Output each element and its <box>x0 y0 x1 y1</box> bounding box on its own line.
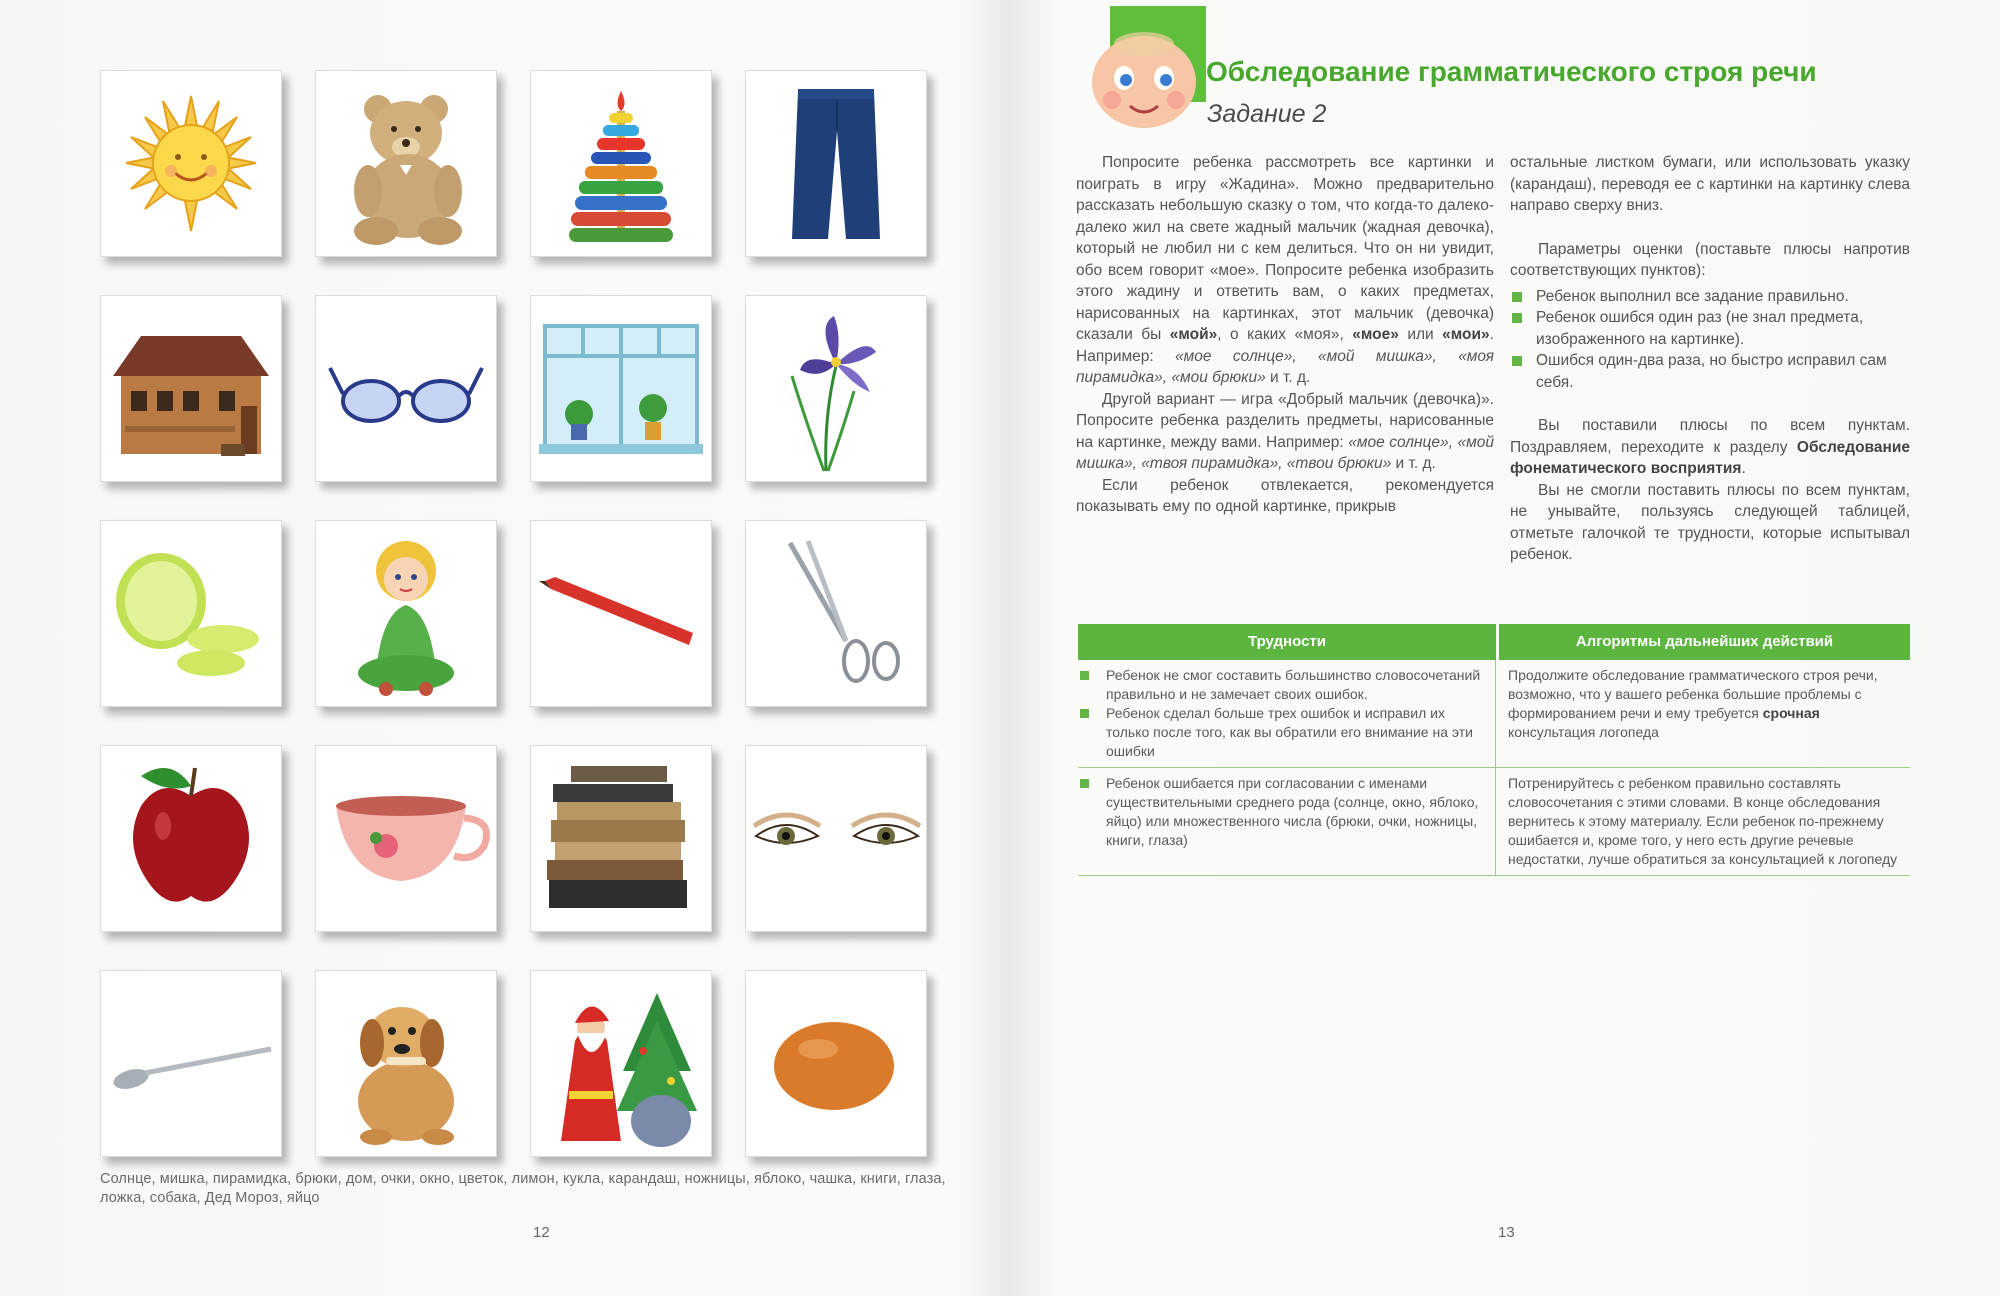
baby-face-icon <box>1080 20 1210 140</box>
evaluation-item: Ребенок ошибся один раз (не знал предмета, изображенного на картинке). <box>1510 307 1910 350</box>
action-cell: Продолжите обследование грамматического строя речи, возможно, что у вашего ребенка большие проблемы с формированием речи и ему требуется срочная консультация логопеда <box>1508 667 1878 740</box>
instruction-paragraph-3: Если ребенок отвлекается, рекомендуется показывать ему по одной картинке, прикрыв <box>1076 476 1494 515</box>
cup-picture <box>315 745 497 932</box>
dog-picture <box>315 970 497 1157</box>
difficulty-item: Ребенок ошибается при согласовании с именами существительными среднего рода (солнце, окно, яблоко, яйцо) или множественного числа (брюки, очки, ножницы, книги, глаза) <box>1078 774 1489 850</box>
lemon-picture <box>100 520 282 707</box>
success-paragraph: Вы поставили плюсы по всем пунктам. Поздравляем, переходите к разделу Обследование фонематического восприятия. <box>1510 417 1910 477</box>
task-subtitle: Задание 2 <box>1207 100 1327 128</box>
apple-picture <box>100 745 282 932</box>
flower-picture <box>745 295 927 482</box>
evaluation-item: Ошибся один-два раза, но быстро исправил сам себя. <box>1510 350 1910 393</box>
difficulty-item: Ребенок не смог составить большинство словосочетаний правильно и не замечает своих ошибок. <box>1078 666 1489 704</box>
house-picture <box>100 295 282 482</box>
difficulty-item: Ребенок сделал больше трех ошибок и исправил их только после того, как вы обратили его внимание на эти ошибки <box>1078 704 1489 761</box>
table-row <box>1078 768 1910 876</box>
evaluation-list <box>1510 286 1910 394</box>
evaluation-item: Ребенок выполнил все задание правильно. <box>1510 286 1910 308</box>
continued-paragraph: остальные листком бумаги, или использовать указку (карандаш), переводя ее с картинки на картинку слева направо сверху вниз. <box>1510 154 1910 214</box>
teddy-bear-picture <box>315 70 497 257</box>
scissors-picture <box>745 520 927 707</box>
doll-picture <box>315 520 497 707</box>
table-header-actions: Алгоритмы дальнейших действий <box>1499 624 1910 660</box>
egg-picture <box>745 970 927 1157</box>
text-column-right <box>1510 152 1910 566</box>
table-row <box>1078 660 1910 768</box>
books-picture <box>530 745 712 932</box>
evaluation-params: Параметры оценки (поставьте плюсы напротив соответствующих пунктов): <box>1510 240 1910 279</box>
eyes-picture <box>745 745 927 932</box>
page-number-left: 12 <box>533 1224 550 1241</box>
text-column-left <box>1076 152 1494 518</box>
window-picture <box>530 295 712 482</box>
spoon-picture <box>100 970 282 1157</box>
table-header-difficulties: Трудности <box>1078 624 1496 660</box>
action-cell: Потренируйтесь с ребенком правильно составлять словосочетания с этими словами. В конце обследования вернитесь к этому материалу. Если ребенок по-прежнему ошибается и, кроме того, у него есть другие речевые недостатки, лучше обратиться за консультацией к логопеду <box>1508 775 1898 867</box>
instruction-paragraph-2: Другой вариант — игра «Добрый мальчик (девочка)». Попросите ребенка разделить предметы, нарисованные на картинке, между вами. Например: «мое солнце», «мой мишка», «твоя пирамидка», «твои брюки» и т. д. <box>1076 390 1494 472</box>
trousers-picture <box>745 70 927 257</box>
right-page <box>1010 0 2000 1296</box>
glasses-picture <box>315 295 497 482</box>
page-number-right: 13 <box>1498 1224 1515 1241</box>
picture-caption: Солнце, мишка, пирамидка, брюки, дом, очки, окно, цветок, лимон, кукла, карандаш, ножницы, яблоко, чашка, книги, глаза, ложка, собака, Дед Мороз, яйцо <box>100 1171 946 1206</box>
santa-picture <box>530 970 712 1157</box>
table-header <box>1078 624 1910 660</box>
picture-grid <box>100 70 940 1150</box>
pencil-picture <box>530 520 712 707</box>
pyramid-picture <box>530 70 712 257</box>
instruction-paragraph-1: Попросите ребенка рассмотреть все картинки и поиграть в игру «Жадина». Можно предварительно рассказать небольшую сказку о том, что когда-то далеко-далеко жил на свете жадный мальчик (жадная девочка), который не любил ни с кем делиться. Что он ни увидит, обо всем говорит «мое». Попросите ребенка изобразить этого жадину и ответить вам, о каких предметах, нарисованных на картинках, этот мальчик (девочка) сказали бы «мой», о каких «моя», «мое» или «мои». Например: «мое солнце», «мой мишка», «моя пирамидка», «мои брюки» и т. д. <box>1076 154 1494 386</box>
section-title: Обследование грамматического строя речи <box>1206 56 1817 87</box>
sun-picture <box>100 70 282 257</box>
difficulties-table <box>1078 624 1910 876</box>
failure-paragraph: Вы не смогли поставить плюсы по всем пунктам, не унывайте, пользуясь следующей таблицей, отметьте галочкой те трудности, которые испытывал ребенок. <box>1510 481 1910 563</box>
